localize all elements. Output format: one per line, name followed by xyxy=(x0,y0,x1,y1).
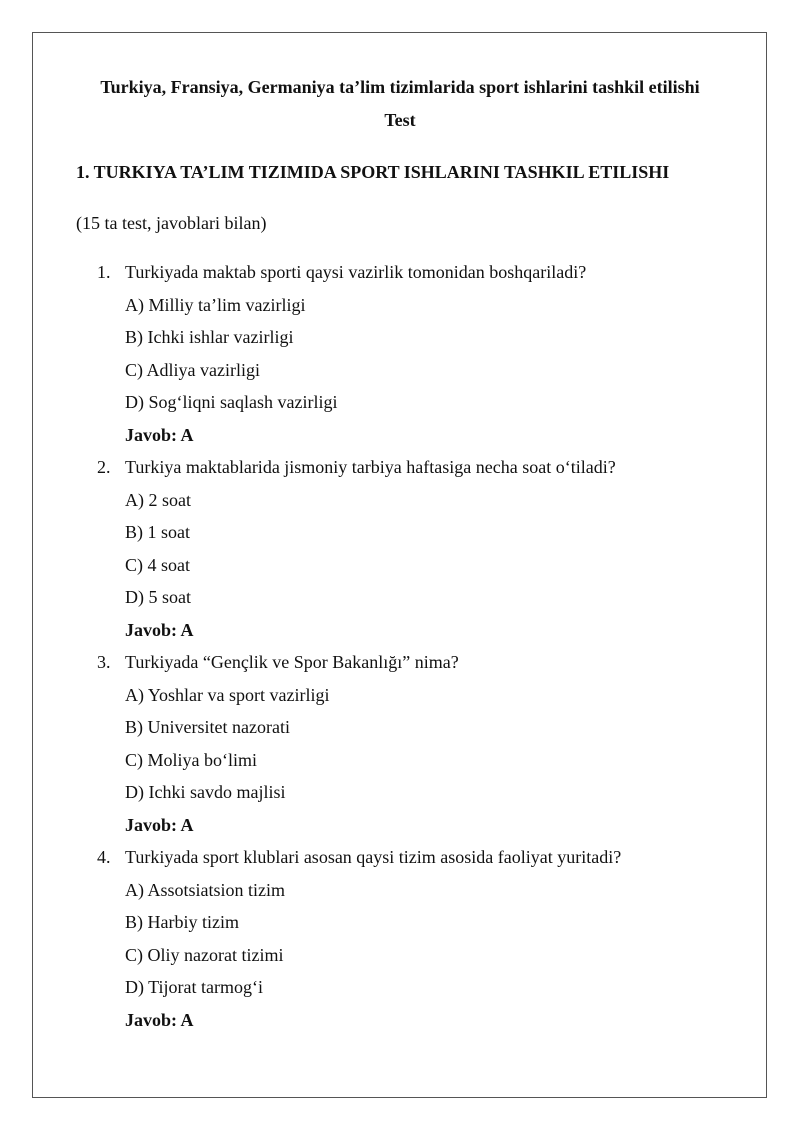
answer-option: B) Ichki ishlar vazirligi xyxy=(125,327,294,347)
answer-option: D) Sog‘liqni saqlash vazirligi xyxy=(125,392,338,412)
answer-option: A) Yoshlar va sport vazirligi xyxy=(125,684,330,705)
question-text: Turkiyada sport klublari asosan qaysi tizim asosida faoliyat yuritadi? xyxy=(125,847,622,867)
test-count-note: (15 ta test, javoblari bilan) xyxy=(76,213,267,233)
document-subtitle: Test xyxy=(384,110,416,130)
answer-option: B) Universitet nazorati xyxy=(125,717,290,737)
answer-option: A) 2 soat xyxy=(125,489,191,510)
answer-option: B) Harbiy tizim xyxy=(125,912,239,932)
question-number: 4. xyxy=(97,847,111,867)
answer-option: A) Assotsiatsion tizim xyxy=(125,879,286,900)
answer-option: B) 1 soat xyxy=(125,522,190,542)
document-title: Turkiya, Fransiya, Germaniya ta’lim tizimlarida sport ishlarini tashkil etilishi xyxy=(100,77,700,97)
section-heading: 1. TURKIYA TA’LIM TIZIMIDA SPORT ISHLARINI TASHKIL ETILISHI xyxy=(76,162,670,182)
question-text: Turkiya maktablarida jismoniy tarbiya haftasiga necha soat o‘tiladi? xyxy=(125,457,616,477)
question-text: Turkiyada maktab sporti qaysi vazirlik tomonidan boshqariladi? xyxy=(125,262,587,282)
correct-answer: Javob: A xyxy=(125,424,194,445)
answer-option: D) 5 soat xyxy=(125,587,191,607)
question-number: 2. xyxy=(97,457,111,477)
question-text: Turkiyada “Gençlik ve Spor Bakanlığı” nima? xyxy=(125,652,459,672)
question-number: 1. xyxy=(97,262,111,282)
answer-option: D) Tijorat tarmog‘i xyxy=(125,977,263,997)
answer-option: D) Ichki savdo majlisi xyxy=(125,782,286,802)
answer-option: C) Oliy nazorat tizimi xyxy=(125,944,284,965)
question-number: 3. xyxy=(97,652,111,672)
answer-option: A) Milliy ta’lim vazirligi xyxy=(125,294,306,315)
correct-answer: Javob: A xyxy=(125,619,194,640)
answer-option: C) Moliya bo‘limi xyxy=(125,749,257,770)
answer-option: C) Adliya vazirligi xyxy=(125,359,260,380)
answer-option: C) 4 soat xyxy=(125,554,190,575)
correct-answer: Javob: A xyxy=(125,814,194,835)
correct-answer: Javob: A xyxy=(125,1009,194,1030)
